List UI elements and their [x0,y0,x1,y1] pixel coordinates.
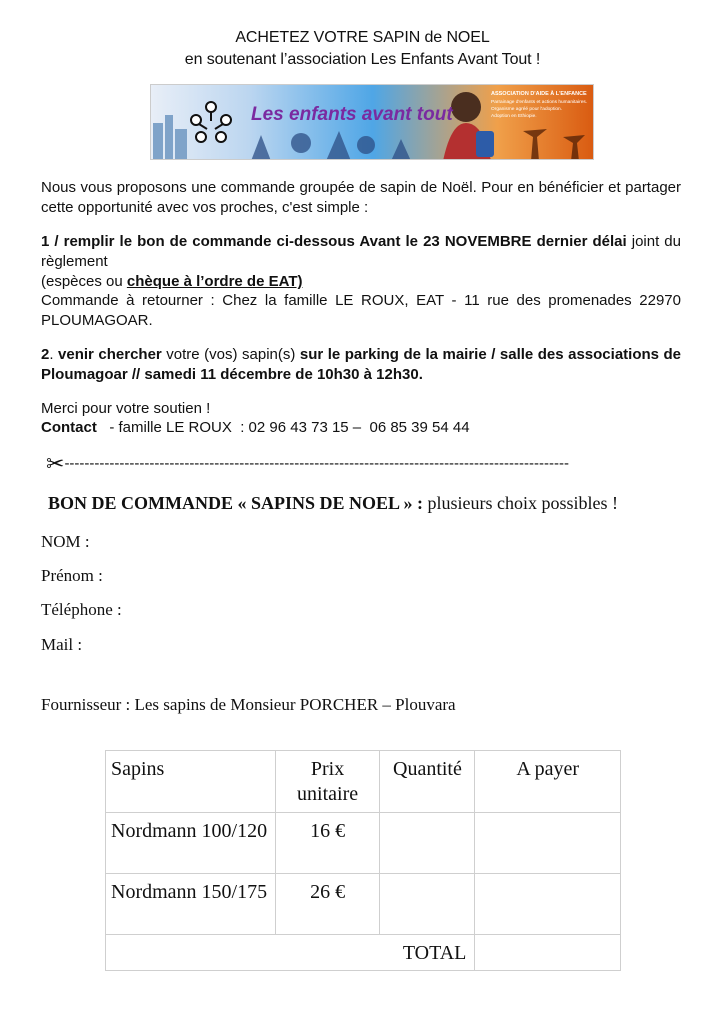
contact-label: Contact [41,419,97,436]
row-1-total[interactable] [475,813,621,874]
order-form-title [48,491,688,515]
cut-dashes: ----------------------------------------------------------------------------------------------------- [64,454,569,472]
header-line-2: en soutenant l’association Les Enfants Avant Tout ! [184,51,541,68]
field-telephone-label: Téléphone : [41,600,122,619]
field-prenom-label: Prénom : [41,566,103,585]
header-line-1: ACHETEZ VOTRE SAPIN de NOEL [235,29,490,46]
step-2-bold-1: venir chercher [58,346,162,363]
step-2-bold-2: sur le parking de la mairie / salle des associations de Ploumagoar // samedi 11 décembre de 10h30 à 12h30. [41,346,682,383]
field-nom-label: NOM : [41,532,90,551]
row-2-name: Nordmann 150/175 [106,874,276,935]
header-sapins: Sapins [106,751,276,813]
row-2-price: 26 € [275,874,380,935]
order-form-title-bold: BON DE COMMANDE « SAPINS DE NOEL » : [48,493,424,513]
order-form-title-rest: plusieurs choix possibles ! [423,493,619,513]
step-1-return-address: Commande à retourner : Chez la famille LE ROUX, EAT - 11 rue des promenades 22970 PLOUMAGOAR. [41,292,681,329]
table-total-row [106,935,621,971]
banner-assoc-name: ASSOCIATION D'AIDE À L'ENFANCE [491,91,587,97]
cut-line [46,452,676,476]
supplier-line: Fournisseur : Les sapins de Monsieur PORCHER – Plouvara [41,695,456,714]
row-1-qty[interactable] [380,813,475,874]
row-1-price: 16 € [275,813,380,874]
step-2-num: 2 [41,346,50,363]
step-2-paragraph [41,345,681,385]
step-2-mid: votre (vos) sapin(s) [161,346,300,363]
contact-text: - famille LE ROUX : 02 96 43 73 15 – 06 85 39 54 44 [96,419,470,436]
step-1-payment-prefix: (espèces ou [41,273,127,290]
association-banner [150,84,594,160]
table-header-row [106,751,621,813]
banner-assoc-line-3: Adoption en Ethiopie. [491,114,537,119]
table-row [106,874,621,935]
banner-logo-text: Les enfants avant tout [251,104,453,125]
step-1-rest: joint du règlement [41,233,681,270]
page-header [0,27,725,71]
table-row [106,813,621,874]
step-1-payment-line [41,272,681,292]
row-1-name: Nordmann 100/120 [106,813,276,874]
step-2-dot: . [49,346,59,363]
contact-line [41,418,681,438]
intro-paragraph: Nous vous proposons une commande groupée de sapin de Noël. Pour en bénéficier et partager cette opportunité avec vos proches, c'est simple : [41,179,681,216]
order-table [105,750,621,971]
step-1-bold: 1 / remplir le bon de commande ci-dessous Avant le 23 NOVEMBRE dernier délai [41,233,627,250]
banner-assoc-line-1: Parrainage d'enfants et actions humanitaires. [491,100,588,105]
thanks-line: Merci pour votre soutien ! [41,400,211,417]
row-2-qty[interactable] [380,874,475,935]
row-2-total[interactable] [475,874,621,935]
banner-assoc-line-2: Organisme agréé pour l'adoption. [491,107,563,112]
total-value[interactable] [475,935,621,971]
header-prix-unitaire: Prix unitaire [275,751,380,813]
header-quantite: Quantité [380,751,475,813]
total-label: TOTAL [106,935,475,971]
step-1-paragraph [41,232,681,272]
header-a-payer: A payer [475,751,621,813]
scissors-icon: ✂ [46,452,65,476]
field-mail-label: Mail : [41,635,83,654]
step-1-payment-cheque: chèque à l’ordre de EAT) [126,273,303,290]
banner-graphic [151,85,594,160]
